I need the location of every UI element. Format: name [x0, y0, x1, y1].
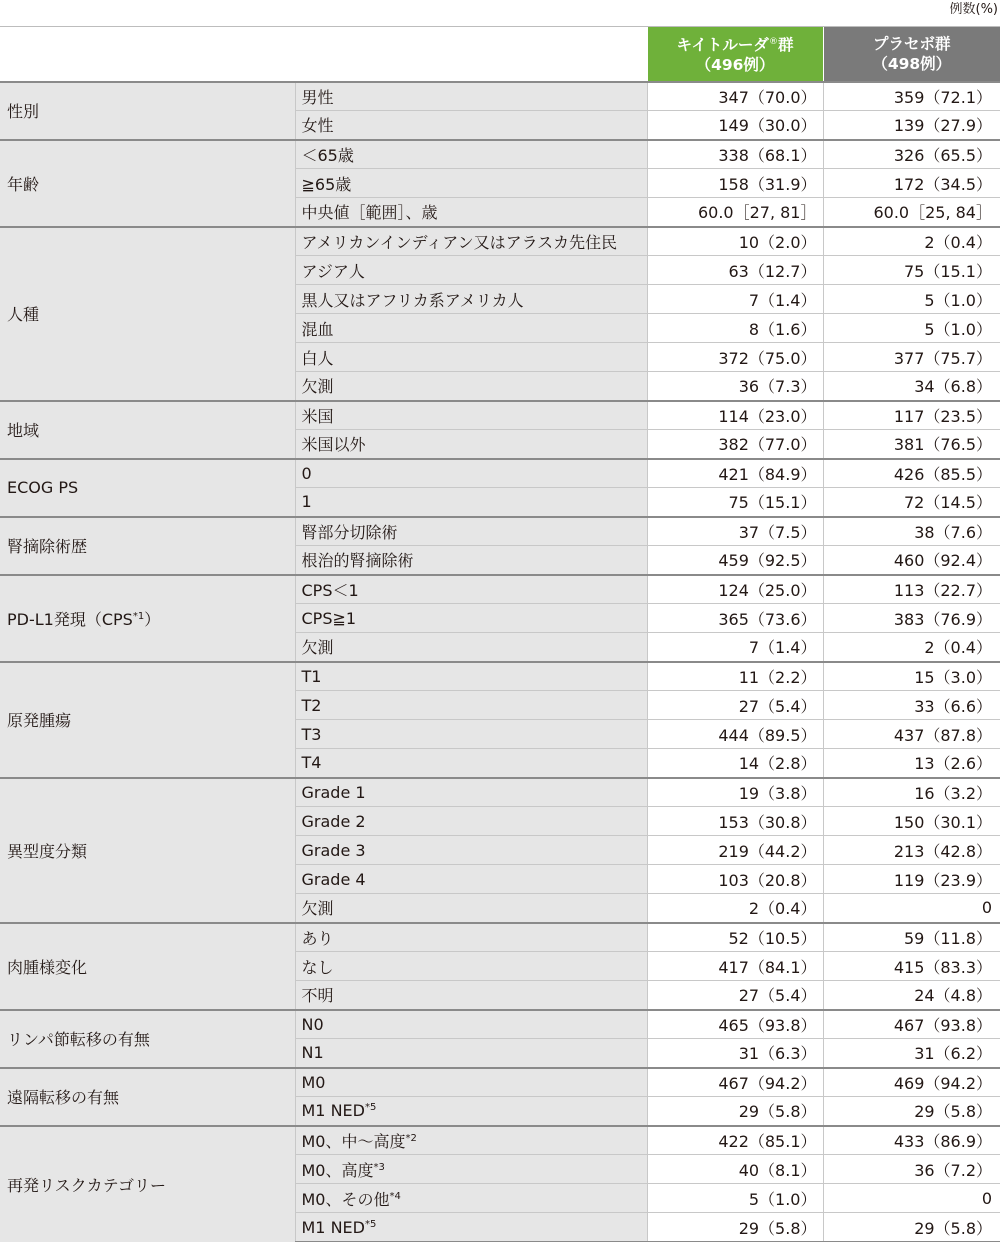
subcategory-cell	[295, 1126, 647, 1155]
subcategory-label: T1	[301, 666, 322, 686]
keytruda-value: 27（5.4）	[647, 981, 823, 1010]
keytruda-value: 27（5.4）	[647, 691, 823, 720]
placebo-value: 33（6.6）	[823, 691, 1000, 720]
subcategory-cell	[295, 256, 647, 285]
placebo-value: 213（42.8）	[823, 836, 1000, 865]
subcategory-label: なし	[301, 957, 334, 977]
placebo-value: 383（76.9）	[823, 604, 1000, 633]
placebo-value: 117（23.5）	[823, 401, 1000, 430]
placebo-value: 2（0.4）	[823, 633, 1000, 662]
placebo-value: 24（4.8）	[823, 981, 1000, 1010]
subcategory-label: ≧65歳	[301, 174, 352, 194]
table-row	[0, 82, 1000, 111]
placebo-value: 29（5.8）	[823, 1097, 1000, 1126]
subcategory-cell	[295, 575, 647, 604]
subcategory-cell	[295, 749, 647, 778]
keytruda-value: 52（10.5）	[647, 923, 823, 952]
subcategory-cell	[295, 401, 647, 430]
subcategory-label: 白人	[301, 348, 334, 368]
subcategory-label: T2	[301, 695, 322, 715]
keytruda-value: 8（1.6）	[647, 314, 823, 343]
placebo-value: 326（65.5）	[823, 140, 1000, 169]
placebo-value: 415（83.3）	[823, 952, 1000, 981]
footnote-mark: *3	[373, 1161, 385, 1173]
subcategory-cell	[295, 778, 647, 807]
placebo-count: （498例）	[872, 54, 952, 73]
table-row	[0, 401, 1000, 430]
category-cell	[0, 778, 295, 923]
keytruda-value: 60.0［27, 81］	[647, 198, 823, 227]
subcategory-cell	[295, 343, 647, 372]
subcategory-cell	[295, 1010, 647, 1039]
subcategory-cell	[295, 488, 647, 517]
keytruda-value: 40（8.1）	[647, 1155, 823, 1184]
keytruda-value: 7（1.4）	[647, 633, 823, 662]
subcategory-cell	[295, 720, 647, 749]
footnote-mark: *4	[389, 1190, 401, 1202]
keytruda-suffix: 群	[777, 36, 794, 55]
category-label: 再発リスクカテゴリー	[7, 1175, 167, 1195]
header-placebo-group	[823, 27, 1000, 82]
placebo-value: 467（93.8）	[823, 1010, 1000, 1039]
subcategory-label: M0	[301, 1072, 326, 1092]
keytruda-value: 444（89.5）	[647, 720, 823, 749]
subcategory-label: あり	[301, 928, 334, 948]
registered-mark: ®	[768, 37, 778, 48]
table-header	[0, 27, 1000, 82]
subcategory-label: Grade 4	[301, 869, 366, 889]
subcategory-label: CPS≧1	[301, 608, 357, 628]
keytruda-value: 382（77.0）	[647, 430, 823, 459]
subcategory-label: 男性	[301, 87, 334, 107]
category-label: 肉腫様変化	[7, 957, 88, 977]
table-row	[0, 1010, 1000, 1039]
subcategory-cell	[295, 111, 647, 140]
placebo-name: プラセボ群	[872, 34, 951, 53]
category-label: リンパ節転移の有無	[7, 1030, 150, 1049]
keytruda-value: 31（6.3）	[647, 1039, 823, 1068]
table-row	[0, 517, 1000, 546]
table-row	[0, 227, 1000, 256]
keytruda-value: 14（2.8）	[647, 749, 823, 778]
keytruda-value: 29（5.8）	[647, 1097, 823, 1126]
subcategory-label: 中央値［範囲］、歳	[301, 203, 438, 223]
placebo-value: 377（75.7）	[823, 343, 1000, 372]
subcategory-label: 混血	[301, 319, 334, 339]
keytruda-value: 338（68.1）	[647, 140, 823, 169]
subcategory-cell	[295, 82, 647, 111]
subcategory-cell	[295, 923, 647, 952]
table-row	[0, 140, 1000, 169]
subcategory-label: 女性	[301, 116, 334, 136]
placebo-value: 460（92.4）	[823, 546, 1000, 575]
placebo-value: 2（0.4）	[823, 227, 1000, 256]
subcategory-cell	[295, 1155, 647, 1184]
keytruda-value: 63（12.7）	[647, 256, 823, 285]
placebo-value: 16（3.2）	[823, 778, 1000, 807]
subcategory-label: 欠測	[301, 377, 334, 397]
keytruda-value: 10（2.0）	[647, 227, 823, 256]
placebo-value: 31（6.2）	[823, 1039, 1000, 1068]
category-label: 人種	[7, 305, 40, 324]
placebo-value: 13（2.6）	[823, 749, 1000, 778]
category-label: PD-L1発現（CPS	[7, 609, 133, 629]
subcategory-label: 不明	[301, 986, 334, 1006]
subcategory-cell	[295, 633, 647, 662]
keytruda-count: （496例）	[695, 56, 775, 75]
table-row	[0, 1126, 1000, 1155]
footnote-mark: *2	[405, 1132, 417, 1144]
header-blank-cell	[0, 27, 647, 82]
keytruda-value: 347（70.0）	[647, 82, 823, 111]
placebo-value: 0	[823, 894, 1000, 923]
subcategory-label: 欠測	[301, 899, 334, 919]
keytruda-value: 421（84.9）	[647, 459, 823, 488]
subcategory-label: 腎部分切除術	[301, 522, 398, 542]
placebo-value: 426（85.5）	[823, 459, 1000, 488]
subcategory-cell	[295, 546, 647, 575]
keytruda-value: 114（23.0）	[647, 401, 823, 430]
placebo-value: 59（11.8）	[823, 923, 1000, 952]
keytruda-value: 29（5.8）	[647, 1213, 823, 1242]
keytruda-value: 2（0.4）	[647, 894, 823, 923]
subcategory-cell	[295, 865, 647, 894]
placebo-value: 5（1.0）	[823, 285, 1000, 314]
keytruda-value: 459（92.5）	[647, 546, 823, 575]
placebo-value: 433（86.9）	[823, 1126, 1000, 1155]
subcategory-label: 米国	[301, 406, 334, 426]
placebo-value: 359（72.1）	[823, 82, 1000, 111]
keytruda-value: 417（84.1）	[647, 952, 823, 981]
keytruda-value: 124（25.0）	[647, 575, 823, 604]
subcategory-cell	[295, 604, 647, 633]
keytruda-value: 422（85.1）	[647, 1126, 823, 1155]
table-row	[0, 1068, 1000, 1097]
placebo-value: 0	[823, 1184, 1000, 1213]
placebo-value: 139（27.9）	[823, 111, 1000, 140]
placebo-value: 150（30.1）	[823, 807, 1000, 836]
subcategory-label: 1	[301, 492, 312, 512]
category-cell	[0, 82, 295, 140]
subcategory-label: Grade 1	[301, 782, 366, 802]
subcategory-label: M0、高度	[301, 1160, 374, 1180]
subcategory-cell	[295, 459, 647, 488]
placebo-value: 38（7.6）	[823, 517, 1000, 546]
category-cell	[0, 1010, 295, 1068]
keytruda-name: キイトルーダ	[676, 36, 769, 55]
subcategory-cell	[295, 1213, 647, 1242]
subcategory-cell	[295, 372, 647, 401]
placebo-value: 437（87.8）	[823, 720, 1000, 749]
category-cell	[0, 662, 295, 778]
subcategory-cell	[295, 836, 647, 865]
table-row	[0, 459, 1000, 488]
subcategory-label: Grade 3	[301, 840, 366, 860]
category-cell	[0, 227, 295, 401]
subcategory-cell	[295, 952, 647, 981]
subcategory-cell	[295, 517, 647, 546]
category-label: 年齢	[7, 174, 40, 194]
category-label: ECOG PS	[7, 478, 79, 497]
subcategory-label: アジア人	[301, 261, 365, 281]
keytruda-value: 11（2.2）	[647, 662, 823, 691]
subcategory-cell	[295, 227, 647, 256]
subcategory-label: M0、その他	[301, 1189, 390, 1209]
category-label: 地域	[7, 421, 40, 440]
category-cell	[0, 140, 295, 227]
placebo-value: 72（14.5）	[823, 488, 1000, 517]
subcategory-cell	[295, 430, 647, 459]
subcategory-label: 欠測	[301, 638, 334, 658]
category-label: 腎摘除術歴	[7, 537, 88, 556]
table-row	[0, 923, 1000, 952]
keytruda-value: 37（7.5）	[647, 517, 823, 546]
placebo-value: 29（5.8）	[823, 1213, 1000, 1242]
keytruda-value: 158（31.9）	[647, 169, 823, 198]
subcategory-label: CPS＜1	[301, 580, 359, 600]
category-cell	[0, 1126, 295, 1242]
subcategory-label: アメリカンインディアン又はアラスカ先住民	[301, 232, 618, 252]
placebo-value: 60.0［25, 84］	[823, 198, 1000, 227]
subcategory-cell	[295, 1097, 647, 1126]
category-label: 性別	[7, 102, 40, 121]
keytruda-value: 153（30.8）	[647, 807, 823, 836]
category-cell	[0, 923, 295, 1010]
category-cell	[0, 401, 295, 459]
keytruda-value: 5（1.0）	[647, 1184, 823, 1213]
baseline-characteristics-table	[0, 26, 1000, 1242]
subcategory-cell	[295, 198, 647, 227]
keytruda-value: 467（94.2）	[647, 1068, 823, 1097]
keytruda-value: 103（20.8）	[647, 865, 823, 894]
keytruda-value: 465（93.8）	[647, 1010, 823, 1039]
placebo-value: 75（15.1）	[823, 256, 1000, 285]
subcategory-label: N0	[301, 1014, 324, 1034]
footnote-mark: *5	[364, 1218, 377, 1230]
table-row	[0, 662, 1000, 691]
subcategory-label: Grade 2	[301, 811, 366, 831]
placebo-value: 119（23.9）	[823, 865, 1000, 894]
category-label: 原発腫瘍	[7, 711, 72, 730]
category-cell	[0, 1068, 295, 1126]
subcategory-cell	[295, 981, 647, 1010]
keytruda-value: 365（73.6）	[647, 604, 823, 633]
subcategory-cell	[295, 894, 647, 923]
placebo-value: 172（34.5）	[823, 169, 1000, 198]
placebo-value: 15（3.0）	[823, 662, 1000, 691]
subcategory-cell	[295, 662, 647, 691]
subcategory-label: N1	[301, 1043, 324, 1063]
subcategory-label: M1 NED	[301, 1217, 365, 1237]
table-body	[0, 82, 1000, 1242]
header-keytruda-group	[647, 27, 823, 82]
subcategory-cell	[295, 314, 647, 343]
category-cell	[0, 459, 295, 517]
placebo-value: 36（7.2）	[823, 1155, 1000, 1184]
subcategory-label: T3	[301, 724, 322, 744]
subcategory-label: 根治的腎摘除術	[301, 551, 414, 571]
keytruda-value: 7（1.4）	[647, 285, 823, 314]
table-row	[0, 575, 1000, 604]
placebo-value: 113（22.7）	[823, 575, 1000, 604]
subcategory-cell	[295, 140, 647, 169]
footnote-mark: *5	[364, 1102, 377, 1114]
subcategory-cell	[295, 1039, 647, 1068]
keytruda-value: 372（75.0）	[647, 343, 823, 372]
table-row	[0, 778, 1000, 807]
subcategory-cell	[295, 1068, 647, 1097]
category-label-end: ）	[144, 609, 161, 629]
keytruda-value: 19（3.8）	[647, 778, 823, 807]
keytruda-value: 36（7.3）	[647, 372, 823, 401]
keytruda-value: 149（30.0）	[647, 111, 823, 140]
subcategory-label: M0、中～高度	[301, 1131, 406, 1151]
subcategory-cell	[295, 807, 647, 836]
placebo-value: 34（6.8）	[823, 372, 1000, 401]
footnote-mark: *1	[132, 610, 145, 622]
category-cell	[0, 517, 295, 575]
keytruda-value: 219（44.2）	[647, 836, 823, 865]
unit-label: 例数(%)	[949, 2, 998, 17]
subcategory-label: M1 NED	[301, 1101, 365, 1121]
subcategory-label: 米国以外	[301, 435, 366, 455]
subcategory-label: ＜65歳	[301, 145, 354, 165]
subcategory-cell	[295, 691, 647, 720]
category-cell	[0, 575, 295, 662]
category-label: 遠隔転移の有無	[7, 1088, 120, 1107]
placebo-value: 5（1.0）	[823, 314, 1000, 343]
subcategory-label: 0	[301, 463, 312, 483]
subcategory-label: 黒人又はアフリカ系アメリカ人	[301, 290, 524, 310]
placebo-value: 469（94.2）	[823, 1068, 1000, 1097]
subcategory-label: T4	[301, 753, 322, 773]
category-label: 異型度分類	[7, 841, 88, 861]
subcategory-cell	[295, 1184, 647, 1213]
subcategory-cell	[295, 285, 647, 314]
placebo-value: 381（76.5）	[823, 430, 1000, 459]
keytruda-value: 75（15.1）	[647, 488, 823, 517]
subcategory-cell	[295, 169, 647, 198]
